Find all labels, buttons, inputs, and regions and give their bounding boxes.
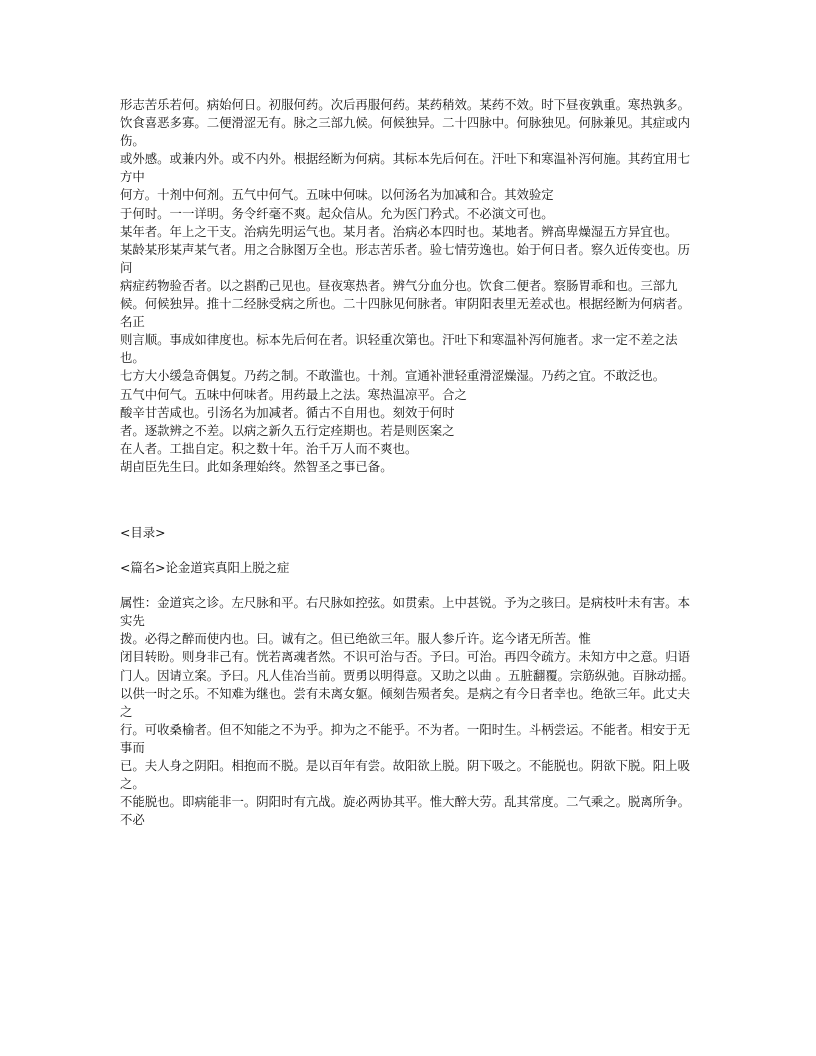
chapter-title: <篇名>论金道宾真阳上脱之症 <box>120 560 290 576</box>
toc-label: <目录> <box>120 524 166 540</box>
text-line: 属性：金道宾之诊。左尺脉和平。右尺脉如控弦。如贯索。上中甚锐。予为之骇曰。是病枝叶未有害。本实先 <box>120 595 690 629</box>
text-line: 形志苦乐若何。病始何日。初服何药。次后再服何药。某药稍效。某药不效。时下昼夜孰重。寒热孰多。 <box>120 97 690 112</box>
text-line: 则言顺。事成如律度也。标本先后何在者。识轻重次第也。汗吐下和寒温补泻何施者。求一定不差之法也。 <box>120 332 678 366</box>
text-line: 某年者。年上之干支。治病先明运气也。某月者。治病必本四时也。某地者。辨高卑燥湿五方异宜也。 <box>120 223 678 239</box>
text-line: 行。可收桑榆者。但不知能之不为乎。抑为之不能乎。不为者。一阳时生。斗柄尝运。不能者。相安于无事而 <box>120 721 690 755</box>
text-line: 不能脱也。即病能非一。阴阳时有亢战。旋必两协其平。惟大醉大劳。乱其常度。二气乘之。脱离所争。不必 <box>120 794 690 828</box>
text-line: 拨。必得之醉而使内也。曰。诚有之。但已绝欲三年。服人参斤许。迄今诸无所苦。惟 <box>120 631 591 647</box>
text-line: 何方。十剂中何剂。五气中何气。五味中何味。以何汤名为加减和合。其效验定 <box>120 187 554 203</box>
text-line: 五气中何气。五味中何味者。用药最上之法。寒热温凉平。合之 <box>120 386 467 402</box>
text-line: 已。夫人身之阴阳。相抱而不脱。是以百年有尝。故阳欲上脱。阴下吸之。不能脱也。阴欲下脱。阳上吸之。 <box>120 758 690 792</box>
text-line: 饮食喜恶多寡。二便滑涩无有。脉之三部九候。何候独异。二十四脉中。何脉独见。何脉兼见。其症或内伤。 <box>120 115 690 149</box>
spacer <box>120 577 700 594</box>
spacer <box>120 476 700 524</box>
text-line: 候。何候独异。推十二经脉受病之所也。二十四脉见何脉者。审阴阳表里无差忒也。根据经断为何病者。名正 <box>120 296 690 330</box>
text-line: 在人者。工拙自定。积之数十年。治千万人而不爽也。 <box>120 440 418 456</box>
text-line: 者。逐款辨之不差。以病之新久五行定痊期也。若是则医案之 <box>120 422 455 438</box>
spacer <box>120 542 700 559</box>
text-line: 七方大小缓急奇偶复。乃药之制。不敢滥也。十剂。宣通补泄轻重滑涩燥湿。乃药之宜。不敢泛也。 <box>120 368 666 384</box>
document-page <box>120 96 700 829</box>
text-line: 闭目转盼。则身非己有。恍若离魂者然。不识可治与否。予曰。可治。再四令疏方。未知方中之意。归语 <box>120 649 690 665</box>
section-case-record <box>120 594 700 829</box>
text-line: 或外感。或兼内外。或不内外。根据经断为何病。其标本先后何在。汗吐下和寒温补泻何施。其药宜用七方中 <box>120 151 690 185</box>
text-line: 病症药物验否者。以之斟酌己见也。昼夜寒热者。辨气分血分也。饮食二便者。察肠胃乖和也。三部九 <box>120 277 678 293</box>
text-line: 某龄某形某声某气者。用之合脉图万全也。形志苦乐者。验七情劳逸也。始于何日者。察久近传变也。历问 <box>120 241 690 275</box>
text-line: 以供一时之乐。不知难为继也。尝有未离女躯。倾刻告殒者矣。是病之有今日者幸也。绝欲三年。此丈夫之 <box>120 685 690 719</box>
section-medical-record-guidelines <box>120 96 700 476</box>
text-line: 胡卣臣先生曰。此如条理始终。然智圣之事已备。 <box>120 458 393 474</box>
text-line: 门人。因请立案。予曰。凡人佳冶当前。贾勇以明得意。又助之以曲 。五脏翻覆。宗筋纵弛。百脉动摇。 <box>120 667 694 683</box>
text-line: 酸辛甘苦咸也。引汤名为加减者。循古不自用也。刻效于何时 <box>120 404 455 420</box>
text-line: 于何时。一一详明。务令纤毫不爽。起众信从。允为医门矜式。不必演文可也。 <box>120 205 554 221</box>
